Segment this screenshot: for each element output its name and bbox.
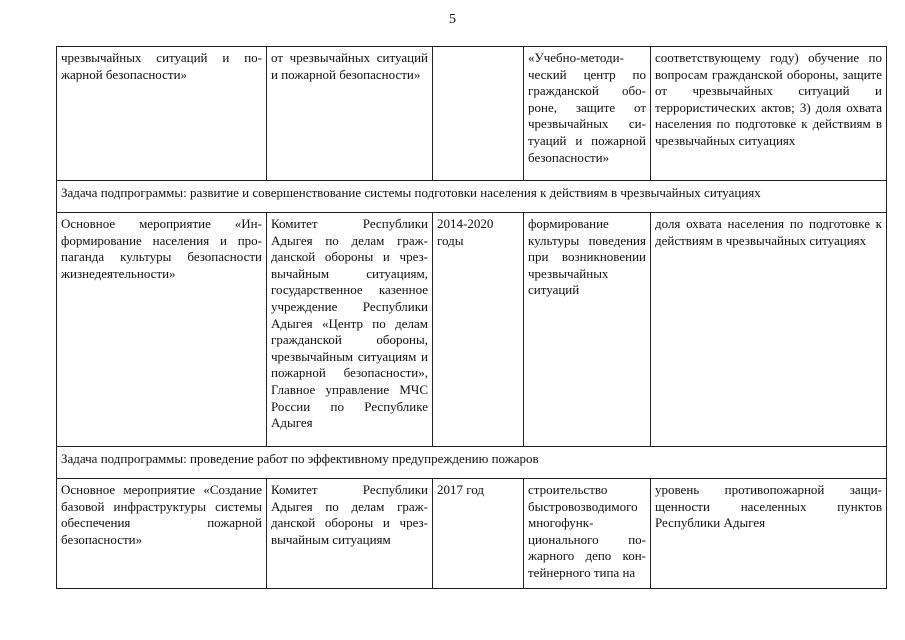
indicator-link-cell: соответствующему году) обучение по вопросам гражданской обороны, защите от чрезвычайных ситуаций и террористических актов; 3) доля охвата населения по подготовке к действиям в чрезвычайных ситуациях — [651, 47, 887, 181]
table-row — [57, 47, 887, 181]
measure-name-cell: Основное мероприятие «Информирование населения и пропаганда культуры безопасности жизнедеятельности» — [57, 213, 267, 447]
responsible-executor-cell: Комитет Республики Адыгея по делам гражданской обороны и чрезвычайным ситуациям, государственное казенное учреждение Республики Адыгея «Центр по делам гражданской обороны, чрезвычайным ситуациям и пожарной безопасности», Главное управление МЧС России по Республике Адыгея — [267, 213, 433, 447]
task-row — [57, 181, 887, 213]
measure-name-cell: чрезвычайных ситуаций и пожарной безопасности» — [57, 47, 267, 181]
table-row — [57, 213, 887, 447]
subprogram-task-heading: Задача подпрограммы: проведение работ по эффективному предупреждению пожаров — [57, 447, 887, 479]
task-row — [57, 447, 887, 479]
expected-result-cell: формирование культуры поведения при возникновении чрезвычайных ситуаций — [524, 213, 651, 447]
implementation-period-cell: 2014-2020 годы — [433, 213, 524, 447]
implementation-period-cell: 2017 год — [433, 479, 524, 589]
responsible-executor-cell: Комитет Республики Адыгея по делам гражданской обороны и чрезвычайным ситуациям — [267, 479, 433, 589]
implementation-period-cell — [433, 47, 524, 181]
table-row — [57, 479, 887, 589]
expected-result-cell: «Учебно-методический центр по гражданской обороне, защите от чрезвычайных ситуаций и пожарной безопасности» — [524, 47, 651, 181]
measure-name-cell: Основное мероприятие «Создание базовой инфраструктуры системы обеспечения пожарной безопасности» — [57, 479, 267, 589]
indicator-link-cell: уровень противопожарной защищенности населенных пунктов Республики Адыгея — [651, 479, 887, 589]
subprogram-task-heading: Задача подпрограммы: развитие и совершенствование системы подготовки населения к действиям в чрезвычайных ситуациях — [57, 181, 887, 213]
indicator-link-cell: доля охвата населения по подготовке к действиям в чрезвычайных ситуациях — [651, 213, 887, 447]
expected-result-cell: строительство быстровозводимого многофункционального пожарного депо контейнерного типа на — [524, 479, 651, 589]
responsible-executor-cell: от чрезвычайных ситуаций и пожарной безопасности» — [267, 47, 433, 181]
measures-table — [56, 46, 887, 589]
page-number: 5 — [449, 12, 456, 27]
